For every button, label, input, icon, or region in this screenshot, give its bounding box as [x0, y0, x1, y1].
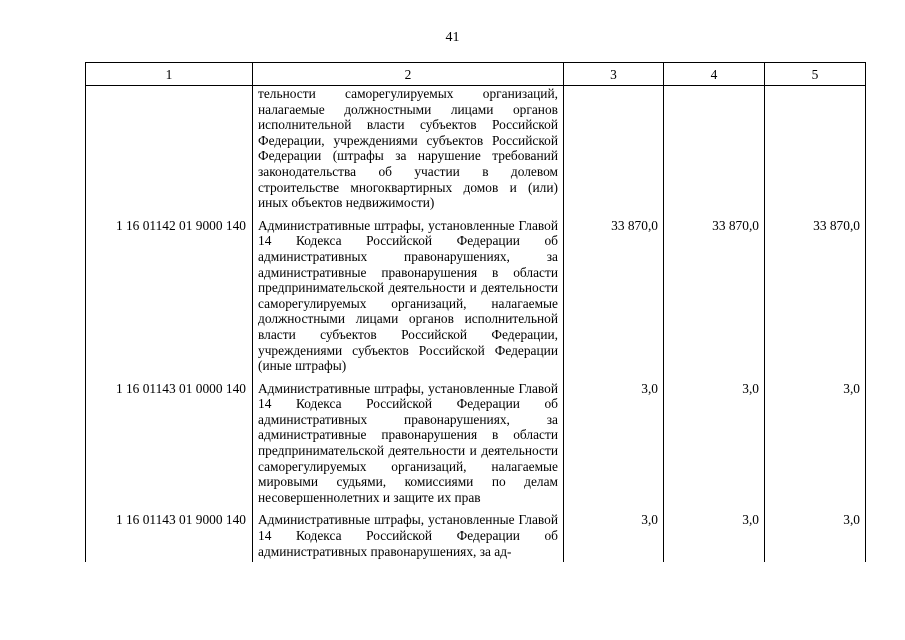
row-description: Административные штрафы, установленные Главой 14 Кодекса Российской Федерации об административных правонарушениях, за административные правонарушения в области предпринимательской деятельности и деятельности саморегулируемых организаций, налагаемые должностными лицами органов исполнительной власти субъектов Российской Федерации, учреждениями субъектов Российской Федерации (иные штрафы) — [253, 214, 564, 377]
column-header-5: 5 — [765, 63, 866, 86]
row-amount-col5 — [765, 86, 866, 214]
row-amount-col4: 3,0 — [664, 508, 765, 562]
column-header-4: 4 — [664, 63, 765, 86]
row-code — [86, 86, 253, 214]
table-row — [86, 214, 866, 377]
row-amount-col5: 3,0 — [765, 377, 866, 509]
row-amount-col5: 33 870,0 — [765, 214, 866, 377]
table-row — [86, 377, 866, 509]
page-number: 41 — [445, 30, 460, 45]
row-amount-col4: 3,0 — [664, 377, 765, 509]
row-amount-col3: 33 870,0 — [564, 214, 664, 377]
row-description: Административные штрафы, установленные Главой 14 Кодекса Российской Федерации об административных правонарушениях, за ад- — [253, 508, 564, 562]
row-description: тельности саморегулируемых организаций, налагаемые должностными лицами органов исполнительной власти субъектов Российской Федерации, учреждениями субъектов Российской Федерации (штрафы за нарушение требований законодательства об участии в долевом строительстве многоквартирных домов и (или) иных объектов недвижимости) — [253, 86, 564, 214]
table-row — [86, 86, 866, 214]
row-amount-col3 — [564, 86, 664, 214]
row-code: 1 16 01143 01 0000 140 — [86, 377, 253, 509]
row-description: Административные штрафы, установленные Главой 14 Кодекса Российской Федерации об административных правонарушениях, за административные правонарушения в области предпринимательской деятельности и деятельности саморегулируемых организаций, налагаемые мировыми судьями, комиссиями по делам несовершеннолетних и защите их прав — [253, 377, 564, 509]
column-header-2: 2 — [253, 63, 564, 86]
row-amount-col3: 3,0 — [564, 508, 664, 562]
row-amount-col4: 33 870,0 — [664, 214, 765, 377]
row-amount-col4 — [664, 86, 765, 214]
row-amount-col3: 3,0 — [564, 377, 664, 509]
revenue-table — [85, 62, 866, 562]
table-row — [86, 508, 866, 562]
column-header-3: 3 — [564, 63, 664, 86]
table-header-row — [86, 63, 866, 86]
column-header-1: 1 — [86, 63, 253, 86]
row-code: 1 16 01143 01 9000 140 — [86, 508, 253, 562]
row-amount-col5: 3,0 — [765, 508, 866, 562]
row-code: 1 16 01142 01 9000 140 — [86, 214, 253, 377]
